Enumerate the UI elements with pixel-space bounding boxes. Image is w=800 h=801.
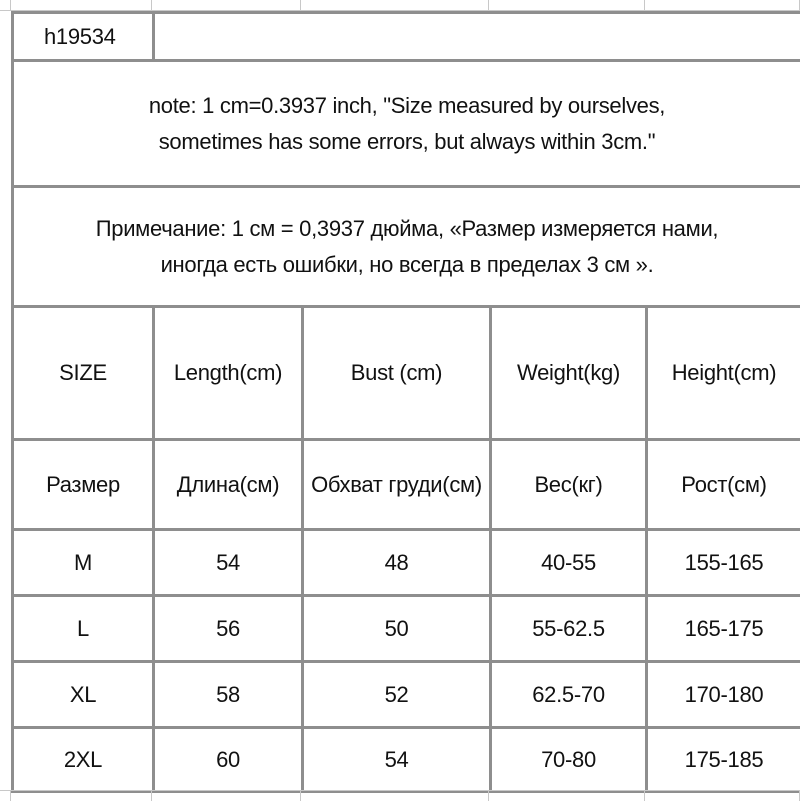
header-size-ru: Размер (13, 440, 154, 530)
length-cell: 56 (154, 596, 303, 662)
height-cell: 165-175 (647, 596, 800, 662)
size-cell: M (13, 530, 154, 596)
table-row (13, 530, 800, 596)
spreadsheet-gridline-top (0, 0, 800, 11)
header-length: Length(cm) (154, 307, 303, 440)
spreadsheet-gridline-bottom (0, 790, 800, 801)
size-cell: 2XL (13, 728, 154, 792)
length-cell: 54 (154, 530, 303, 596)
header-weight: Weight(kg) (491, 307, 647, 440)
header-row-russian (13, 440, 800, 530)
height-cell: 155-165 (647, 530, 800, 596)
bust-cell: 48 (303, 530, 491, 596)
header-row-english (13, 307, 800, 440)
header-bust-ru: Обхват груди(см) (303, 440, 491, 530)
height-cell: 175-185 (647, 728, 800, 792)
note-en-row (13, 61, 800, 187)
length-cell: 60 (154, 728, 303, 792)
table-row (13, 662, 800, 728)
note-ru-row (13, 187, 800, 307)
header-height: Height(cm) (647, 307, 800, 440)
note-russian (13, 187, 800, 307)
weight-cell: 70-80 (491, 728, 647, 792)
note-english-line-2: sometimes has some errors, but always within 3cm." (14, 124, 800, 160)
note-english (13, 61, 800, 187)
weight-cell: 55-62.5 (491, 596, 647, 662)
note-english-line-1: note: 1 cm=0.3937 inch, "Size measured by ourselves, (14, 88, 800, 124)
product-code-row (13, 13, 800, 61)
bust-cell: 54 (303, 728, 491, 792)
header-bust: Bust (cm) (303, 307, 491, 440)
note-russian-line-1: Примечание: 1 см = 0,3937 дюйма, «Размер измеряется нами, (14, 211, 800, 247)
size-cell: L (13, 596, 154, 662)
header-weight-ru: Вес(кг) (491, 440, 647, 530)
product-code: h19534 (13, 13, 154, 61)
size-table (11, 11, 800, 793)
header-length-ru: Длина(см) (154, 440, 303, 530)
weight-cell: 40-55 (491, 530, 647, 596)
height-cell: 170-180 (647, 662, 800, 728)
weight-cell: 62.5-70 (491, 662, 647, 728)
bust-cell: 52 (303, 662, 491, 728)
note-russian-line-2: иногда есть ошибки, но всегда в пределах 3 см ». (14, 247, 800, 283)
length-cell: 58 (154, 662, 303, 728)
header-height-ru: Рост(см) (647, 440, 800, 530)
table-row (13, 728, 800, 792)
size-cell: XL (13, 662, 154, 728)
table-row (13, 596, 800, 662)
bust-cell: 50 (303, 596, 491, 662)
header-size: SIZE (13, 307, 154, 440)
empty-cell (154, 13, 800, 61)
